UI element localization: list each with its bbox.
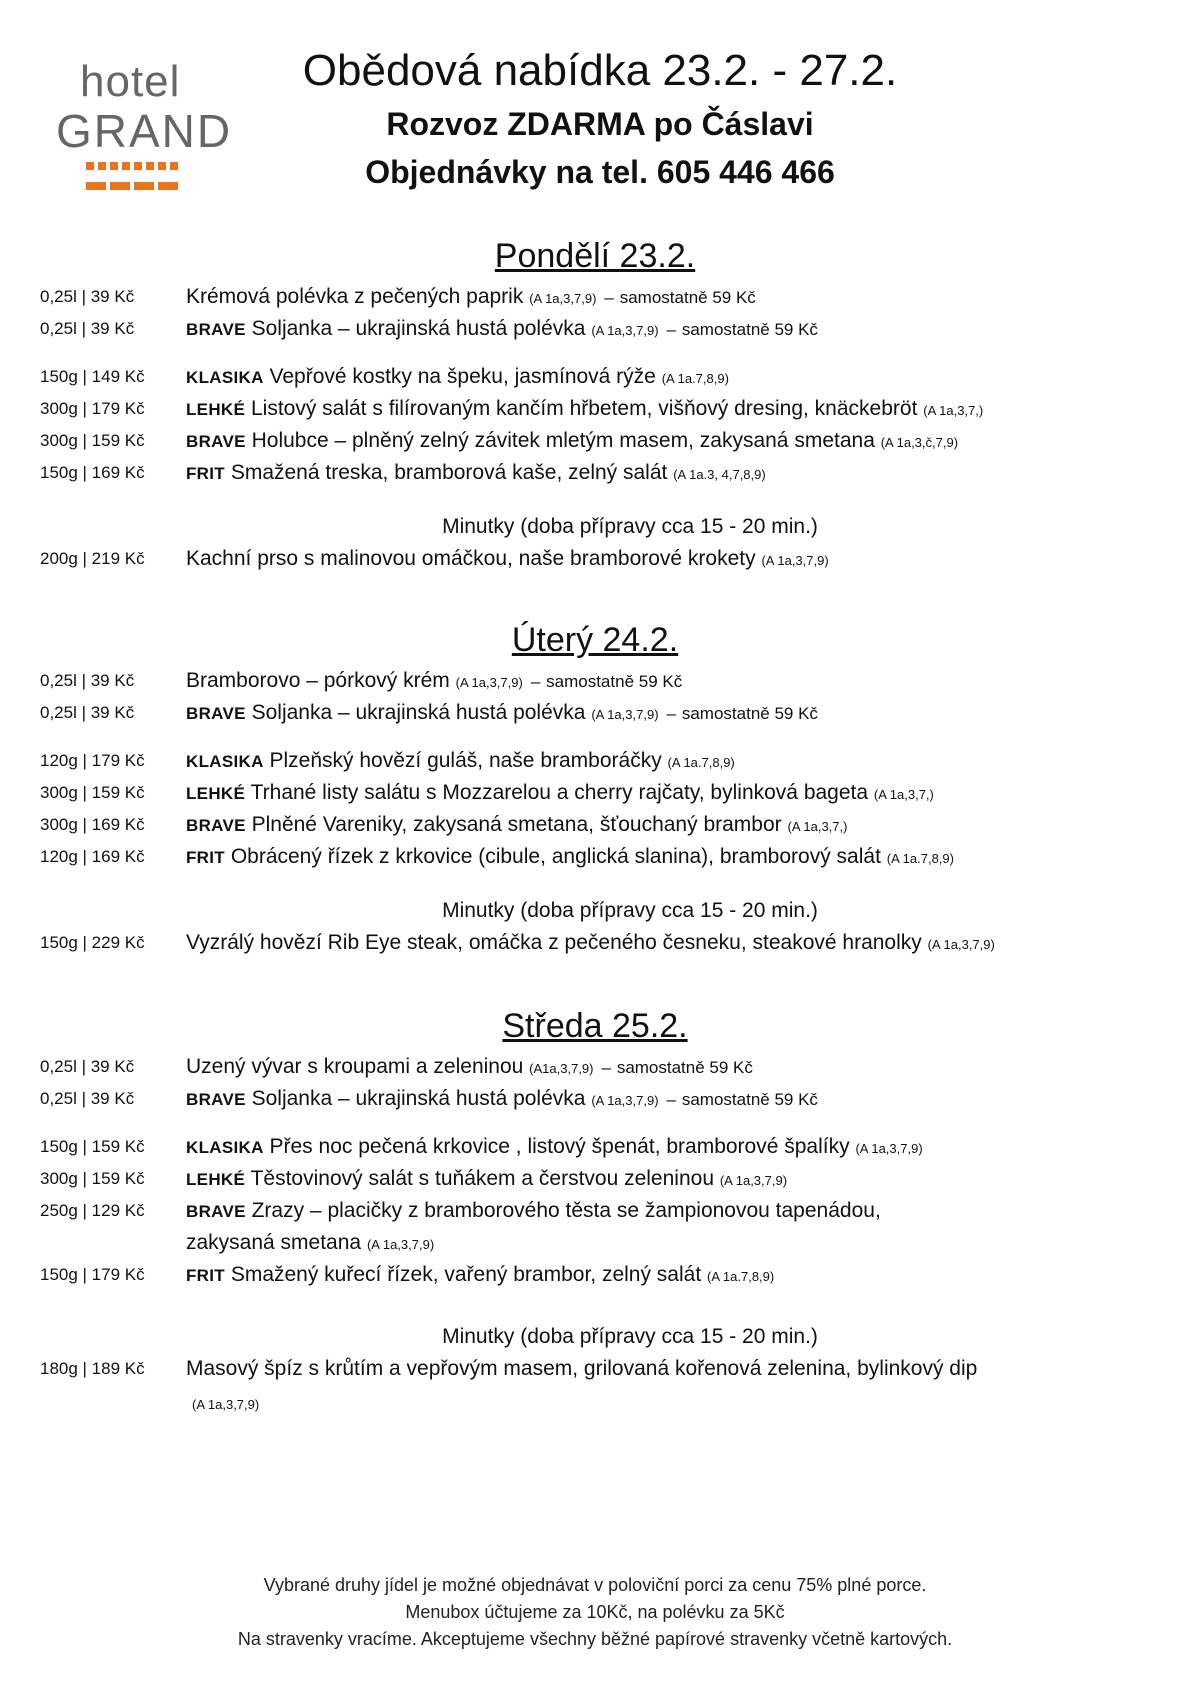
portion-price: 120g | 169 Kč xyxy=(40,847,145,866)
menu-row: 0,25l | 39 Kč Bramborovo – pórkový krém (A 1a,3,7,9) – samostatně 59 Kč xyxy=(40,666,1160,696)
portion-price: 0,25l | 39 Kč xyxy=(40,287,135,306)
menu-row xyxy=(40,1196,1160,1226)
portion-price: 0,25l | 39 Kč xyxy=(40,1089,135,1108)
allergens: (A 1a,3,7,) xyxy=(873,787,934,802)
category-label: BRAVE xyxy=(186,1202,246,1221)
day-title-monday: Pondělí 23.2. xyxy=(494,237,696,275)
dish-name-continued: zakysaná smetana xyxy=(186,1231,362,1254)
portion-price: 120g | 179 Kč xyxy=(40,751,145,770)
menu-row xyxy=(40,928,1160,958)
footer-note-menubox: Menubox účtujeme za 10Kč, na polévku za 5Kč xyxy=(405,1602,785,1622)
page-title: Obědová nabídka 23.2. - 27.2. xyxy=(302,46,898,95)
menu-row xyxy=(40,842,1160,872)
allergens: (A 1a,3,7,) xyxy=(923,403,984,418)
category-label: LEHKÉ xyxy=(186,1170,246,1189)
dish-name: Krémová polévka z pečených paprik xyxy=(186,285,524,308)
portion-price: 250g | 129 Kč xyxy=(40,1201,145,1220)
portion-price: 200g | 219 Kč xyxy=(40,549,145,568)
menu-row xyxy=(40,1132,1160,1162)
dish-name: Soljanka – ukrajinská hustá polévka xyxy=(251,701,586,724)
dish-name: Trhané listy salátu s Mozzarelou a cherry rajčaty, bylinková bageta xyxy=(250,781,869,804)
category-label: BRAVE xyxy=(186,432,246,451)
dish-name: Smažený kuřecí řízek, vařený brambor, zelný salát xyxy=(230,1263,702,1286)
menu-row xyxy=(40,544,1160,574)
allergens: (A 1a.3, 4,7,8,9) xyxy=(673,467,766,482)
portion-price: 150g | 229 Kč xyxy=(40,933,145,952)
menu-row: 0,25l | 39 Kč Krémová polévka z pečených paprik (A 1a,3,7,9) – samostatně 59 Kč xyxy=(40,282,1160,312)
dish-name: Obrácený řízek z krkovice (cibule, anglická slanina), bramborový salát xyxy=(230,845,881,868)
category-label: BRAVE xyxy=(186,704,246,723)
dish-name: Plněné Vareniky, zakysaná smetana, šťouchaný brambor xyxy=(251,813,782,836)
day-title-wednesday: Středa 25.2. xyxy=(502,1007,688,1045)
minutky-heading: Minutky (doba přípravy cca 15 - 20 min.) xyxy=(442,1325,818,1348)
portion-price: 300g | 159 Kč xyxy=(40,1169,145,1188)
dish-continuation xyxy=(186,1228,434,1260)
category-label: BRAVE xyxy=(186,816,246,835)
portion-price: 0,25l | 39 Kč xyxy=(40,1057,135,1076)
dish-name: Holubce – plněný zelný závitek mletým masem, zakysaná smetana xyxy=(251,429,875,452)
minutky-heading: Minutky (doba přípravy cca 15 - 20 min.) xyxy=(442,899,818,922)
allergens: (A 1a,3,7,9) xyxy=(927,937,995,952)
standalone-price: samostatně 59 Kč xyxy=(681,704,818,723)
menu-row xyxy=(40,746,1160,776)
allergens: (A 1a,3,7,9) xyxy=(761,553,829,568)
allergens: (A 1a.7,8,9) xyxy=(707,1269,775,1284)
menu-row xyxy=(40,1260,1160,1290)
delivery-subtitle: Rozvoz ZDARMA po Čáslavi xyxy=(386,106,814,142)
day-title-tuesday: Úterý 24.2. xyxy=(511,621,679,659)
category-label: FRIT xyxy=(186,1266,225,1285)
menu-row xyxy=(40,778,1160,808)
logo-grand-text: GRAND xyxy=(56,105,233,157)
portion-price: 150g | 159 Kč xyxy=(40,1137,145,1156)
allergens: (A 1a,3,č,7,9) xyxy=(880,435,959,450)
dish-name: Plzeňský hovězí guláš, naše bramboráčky xyxy=(269,749,662,772)
portion-price: 0,25l | 39 Kč xyxy=(40,319,135,338)
minutky-heading: Minutky (doba přípravy cca 15 - 20 min.) xyxy=(442,515,818,538)
portion-price: 150g | 169 Kč xyxy=(40,463,145,482)
category-label: FRIT xyxy=(186,848,225,867)
allergens: (A 1a,3,7,9) xyxy=(455,675,523,690)
allergens: (A 1a,3,7,9) xyxy=(366,1237,435,1252)
allergens: (A 1a.7,8,9) xyxy=(661,371,729,386)
allergens: (A 1a,3,7,) xyxy=(787,819,848,834)
portion-price: 300g | 179 Kč xyxy=(40,399,145,418)
portion-price: 300g | 159 Kč xyxy=(40,783,145,802)
dish-name: Soljanka – ukrajinská hustá polévka xyxy=(251,1087,586,1110)
category-label: FRIT xyxy=(186,464,225,483)
dish-name: Bramborovo – pórkový krém xyxy=(186,669,450,692)
category-label: LEHKÉ xyxy=(186,784,246,803)
allergens: (A 1a.7,8,9) xyxy=(886,851,954,866)
category-label: BRAVE xyxy=(186,1090,246,1109)
dish-name: Listový salát s filírovaným kančím hřbetem, višňový dresing, knäckebröt xyxy=(250,397,918,420)
menu-row xyxy=(40,1354,1160,1384)
standalone-price: samostatně 59 Kč xyxy=(546,672,683,691)
standalone-price: samostatně 59 Kč xyxy=(619,288,756,307)
category-label: KLASIKA xyxy=(186,368,264,387)
logo-hotel-text: hotel xyxy=(80,57,181,106)
portion-price: 0,25l | 39 Kč xyxy=(40,671,135,690)
category-label: LEHKÉ xyxy=(186,400,246,419)
portion-price: 300g | 159 Kč xyxy=(40,431,145,450)
footer-note-half-portion: Vybrané druhy jídel je možné objednávat v poloviční porci za cenu 75% plné porce. xyxy=(263,1575,927,1595)
portion-price: 300g | 169 Kč xyxy=(40,815,145,834)
allergens: (A 1a.7,8,9) xyxy=(667,755,735,770)
category-label: BRAVE xyxy=(186,320,246,339)
portion-price: 150g | 179 Kč xyxy=(40,1265,145,1284)
menu-row: 0,25l | 39 Kč BRAVE Soljanka – ukrajinská hustá polévka (A 1a,3,7,9) – samostatně 59 Kč xyxy=(40,698,1160,728)
category-label: KLASIKA xyxy=(186,752,264,771)
portion-price: 180g | 189 Kč xyxy=(40,1359,145,1378)
menu-row xyxy=(40,810,1160,840)
menu-row: 0,25l | 39 Kč BRAVE Soljanka – ukrajinská hustá polévka (A 1a,3,7,9) – samostatně 59 Kč xyxy=(40,314,1160,344)
category-label: KLASIKA xyxy=(186,1138,264,1157)
menu-row xyxy=(40,1164,1160,1194)
dish-name: Masový špíz s krůtím a vepřovým masem, grilovaná kořenová zelenina, bylinkový dip xyxy=(186,1357,978,1380)
menu-row: 0,25l | 39 Kč Uzený vývar s kroupami a zeleninou (A1a,3,7,9) – samostatně 59 Kč xyxy=(40,1052,1160,1082)
portion-price: 0,25l | 39 Kč xyxy=(40,703,135,722)
portion-price: 150g | 149 Kč xyxy=(40,367,145,386)
allergens: (A1a,3,7,9) xyxy=(529,1061,594,1076)
allergens: (A 1a,3,7,9) xyxy=(591,323,659,338)
menu-row: 0,25l | 39 Kč BRAVE Soljanka – ukrajinská hustá polévka (A 1a,3,7,9) – samostatně 59 Kč xyxy=(40,1084,1160,1114)
allergens: (A 1a,3,7,9) xyxy=(719,1173,788,1188)
dish-name: Soljanka – ukrajinská hustá polévka xyxy=(251,317,586,340)
dish-name: Přes noc pečená krkovice , listový špenát, bramborové špalíky xyxy=(269,1135,850,1158)
dish-name: Smažená treska, bramborová kaše, zelný salát xyxy=(230,461,668,484)
dish-name: Uzený vývar s kroupami a zeleninou xyxy=(186,1055,524,1078)
standalone-price: samostatně 59 Kč xyxy=(681,320,818,339)
standalone-price: samostatně 59 Kč xyxy=(616,1058,753,1077)
allergens: (A 1a,3,7,9) xyxy=(591,707,659,722)
dish-continuation xyxy=(192,1388,259,1420)
standalone-price: samostatně 59 Kč xyxy=(681,1090,818,1109)
menu-row xyxy=(40,362,1160,392)
allergens: (A 1a,3,7,9) xyxy=(529,291,597,306)
allergens: (A 1a,3,7,9) xyxy=(192,1397,260,1412)
menu-row xyxy=(40,426,1160,456)
dish-name: Těstovinový salát s tuňákem a čerstvou zeleninou xyxy=(250,1167,714,1190)
order-phone: Objednávky na tel. 605 446 466 xyxy=(365,154,835,190)
allergens: (A 1a,3,7,9) xyxy=(855,1141,923,1156)
dish-name: Vepřové kostky na špeku, jasmínová rýže xyxy=(269,365,656,388)
menu-row xyxy=(40,394,1160,424)
dish-name: Zrazy – placičky z bramborového těsta se žampionovou tapenádou, xyxy=(251,1199,881,1222)
allergens: (A 1a,3,7,9) xyxy=(591,1093,659,1108)
menu-row xyxy=(40,458,1160,488)
dish-name: Kachní prso s malinovou omáčkou, naše bramborové krokety xyxy=(186,547,756,570)
footer-note-vouchers: Na stravenky vracíme. Akceptujeme všechny běžné papírové stravenky včetně kartových. xyxy=(237,1629,953,1649)
dish-name: Vyzrálý hovězí Rib Eye steak, omáčka z pečeného česneku, steakové hranolky xyxy=(186,931,922,954)
